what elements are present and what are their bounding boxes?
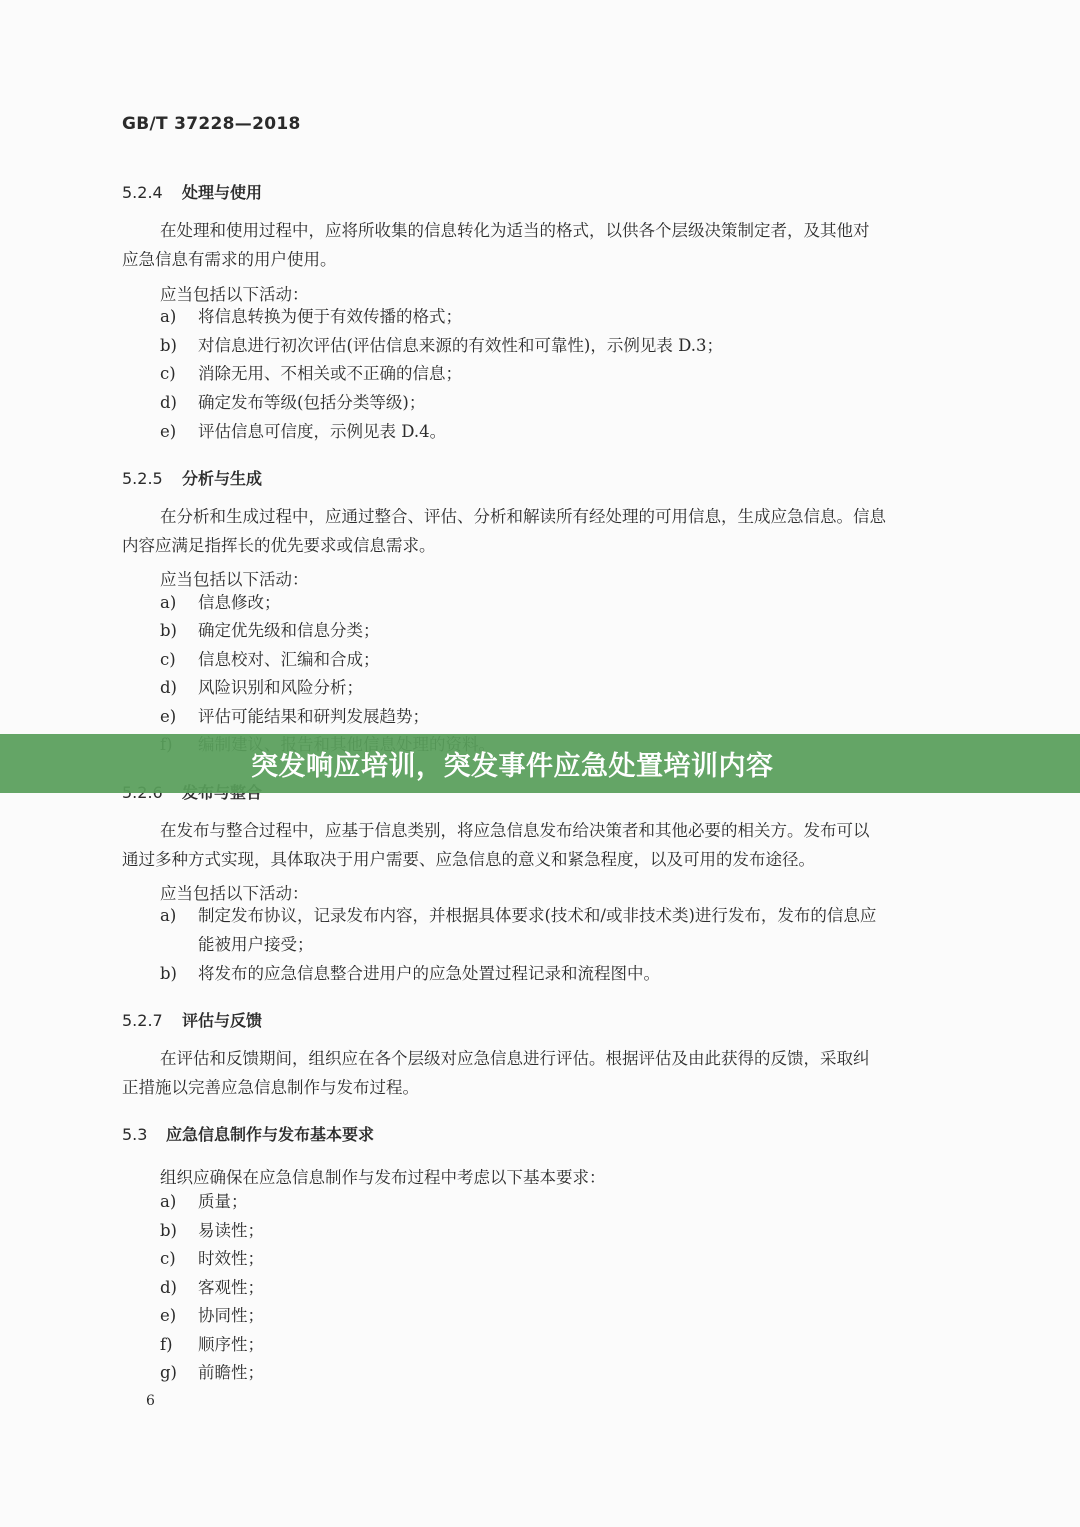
list-text: 时效性； bbox=[198, 1249, 264, 1268]
list-text: 前瞻性； bbox=[198, 1363, 264, 1382]
list-text: 评估可能结果和研判发展趋势； bbox=[198, 707, 429, 726]
activities-intro: 应当包括以下活动： bbox=[160, 570, 309, 589]
list-marker: d) bbox=[160, 678, 177, 697]
list-text: 确定优先级和信息分类； bbox=[198, 621, 380, 640]
list-item bbox=[160, 332, 723, 361]
paragraph-line: 正措施以完善应急信息制作与发布过程。 bbox=[122, 1077, 419, 1097]
requirements-intro: 组织应确保在应急信息制作与发布过程中考虑以下基本要求： bbox=[160, 1168, 606, 1187]
list-item bbox=[160, 1217, 264, 1246]
list-item bbox=[160, 1302, 264, 1331]
section-number: 5.3 bbox=[122, 1125, 148, 1144]
list-text: 将发布的应急信息整合进用户的应急处置过程记录和流程图中。 bbox=[198, 964, 660, 983]
paragraph-5-2-5 bbox=[122, 503, 962, 560]
list-marker: d) bbox=[160, 1278, 177, 1297]
section-heading-5-2-7 bbox=[122, 1008, 262, 1031]
paragraph-line: 在评估和反馈期间，组织应在各个层级对应急信息进行评估。根据评估及由此获得的反馈，采取纠 bbox=[160, 1049, 870, 1068]
list-marker: c) bbox=[160, 650, 176, 669]
list-text: 顺序性； bbox=[198, 1335, 264, 1354]
list-item bbox=[160, 617, 380, 646]
list-marker: a) bbox=[160, 593, 177, 612]
list-text-continuation: 能被用户接受； bbox=[198, 934, 314, 954]
list-marker: e) bbox=[160, 1306, 177, 1325]
list-marker: b) bbox=[160, 964, 177, 983]
title-banner bbox=[0, 734, 1080, 793]
paragraph-line: 应急信息有需求的用户使用。 bbox=[122, 249, 337, 269]
section-title: 分析与生成 bbox=[182, 469, 263, 488]
list-item bbox=[160, 1331, 264, 1360]
paragraph-line: 内容应满足指挥长的优先要求或信息需求。 bbox=[122, 535, 436, 555]
list-item bbox=[160, 589, 281, 618]
list-text: 评估信息可信度，示例见表 D.4。 bbox=[198, 422, 447, 441]
list-text: 风险识别和风险分析； bbox=[198, 678, 363, 697]
section-number: 5.2.4 bbox=[122, 183, 163, 202]
list-marker: b) bbox=[160, 336, 177, 355]
list-marker: b) bbox=[160, 621, 177, 640]
paragraph-line: 通过多种方式实现，具体取决于用户需要、应急信息的意义和紧急程度，以及可用的发布途径。 bbox=[122, 849, 815, 869]
paragraph-5-2-7 bbox=[122, 1045, 962, 1102]
paragraph-5-2-6 bbox=[122, 817, 962, 874]
list-item bbox=[160, 646, 380, 675]
list-item bbox=[160, 389, 425, 418]
list-marker: a) bbox=[160, 906, 177, 925]
list-item bbox=[160, 1188, 248, 1217]
list-item bbox=[160, 1245, 264, 1274]
list-item bbox=[160, 303, 462, 332]
list-item bbox=[160, 902, 876, 959]
list-text: 信息修改； bbox=[198, 593, 281, 612]
list-text: 协同性； bbox=[198, 1306, 264, 1325]
section-number: 5.2.7 bbox=[122, 1011, 163, 1030]
list-text: 信息校对、汇编和合成； bbox=[198, 650, 380, 669]
list-marker: c) bbox=[160, 1249, 176, 1268]
list-text: 将信息转换为便于有效传播的格式； bbox=[198, 307, 462, 326]
list-text: 制定发布协议，记录发布内容，并根据具体要求(技术和/或非技术类)进行发布，发布的信息应 bbox=[198, 906, 877, 925]
list-text: 确定发布等级(包括分类等级)； bbox=[198, 393, 426, 412]
section-number: 5.2.5 bbox=[122, 469, 163, 488]
activities-intro: 应当包括以下活动： bbox=[160, 285, 309, 304]
list-marker: g) bbox=[160, 1363, 177, 1382]
paragraph-line: 在分析和生成过程中，应通过整合、评估、分析和解读所有经处理的可用信息，生成应急信息。信息 bbox=[160, 507, 886, 526]
list-text: 消除无用、不相关或不正确的信息； bbox=[198, 364, 462, 383]
list-marker: c) bbox=[160, 364, 176, 383]
list-marker: a) bbox=[160, 307, 177, 326]
list-marker: a) bbox=[160, 1192, 177, 1211]
list-marker: e) bbox=[160, 707, 177, 726]
list-item bbox=[160, 360, 462, 389]
standard-code: GB/T 37228—2018 bbox=[122, 114, 301, 134]
section-title: 应急信息制作与发布基本要求 bbox=[166, 1125, 375, 1144]
section-title: 处理与使用 bbox=[182, 183, 263, 202]
section-title: 评估与反馈 bbox=[182, 1011, 263, 1030]
list-item bbox=[160, 1274, 264, 1303]
paragraph-5-2-4 bbox=[122, 217, 962, 274]
activities-intro: 应当包括以下活动： bbox=[160, 884, 309, 903]
list-item bbox=[160, 960, 660, 989]
section-heading-5-2-5 bbox=[122, 466, 262, 489]
list-item bbox=[160, 674, 363, 703]
list-item bbox=[160, 703, 429, 732]
banner-title: 突发响应培训，突发事件应急处置培训内容 bbox=[251, 751, 774, 782]
section-heading-5-2-4 bbox=[122, 180, 262, 203]
list-marker: f) bbox=[160, 1335, 173, 1354]
paragraph-line: 在发布与整合过程中，应基于信息类别，将应急信息发布给决策者和其他必要的相关方。发布可以 bbox=[160, 821, 870, 840]
list-item bbox=[160, 1359, 264, 1388]
list-item bbox=[160, 418, 446, 447]
list-text: 质量； bbox=[198, 1192, 248, 1211]
list-text: 对信息进行初次评估(评估信息来源的有效性和可靠性)，示例见表 D.3； bbox=[198, 336, 724, 355]
list-text: 易读性； bbox=[198, 1221, 264, 1240]
paragraph-line: 在处理和使用过程中，应将所收集的信息转化为适当的格式，以供各个层级决策制定者，及其他对 bbox=[160, 221, 870, 240]
page-number: 6 bbox=[146, 1393, 155, 1409]
list-text: 客观性； bbox=[198, 1278, 264, 1297]
list-marker: e) bbox=[160, 422, 177, 441]
section-heading-5-3 bbox=[122, 1122, 374, 1145]
list-marker: b) bbox=[160, 1221, 177, 1240]
list-marker: d) bbox=[160, 393, 177, 412]
